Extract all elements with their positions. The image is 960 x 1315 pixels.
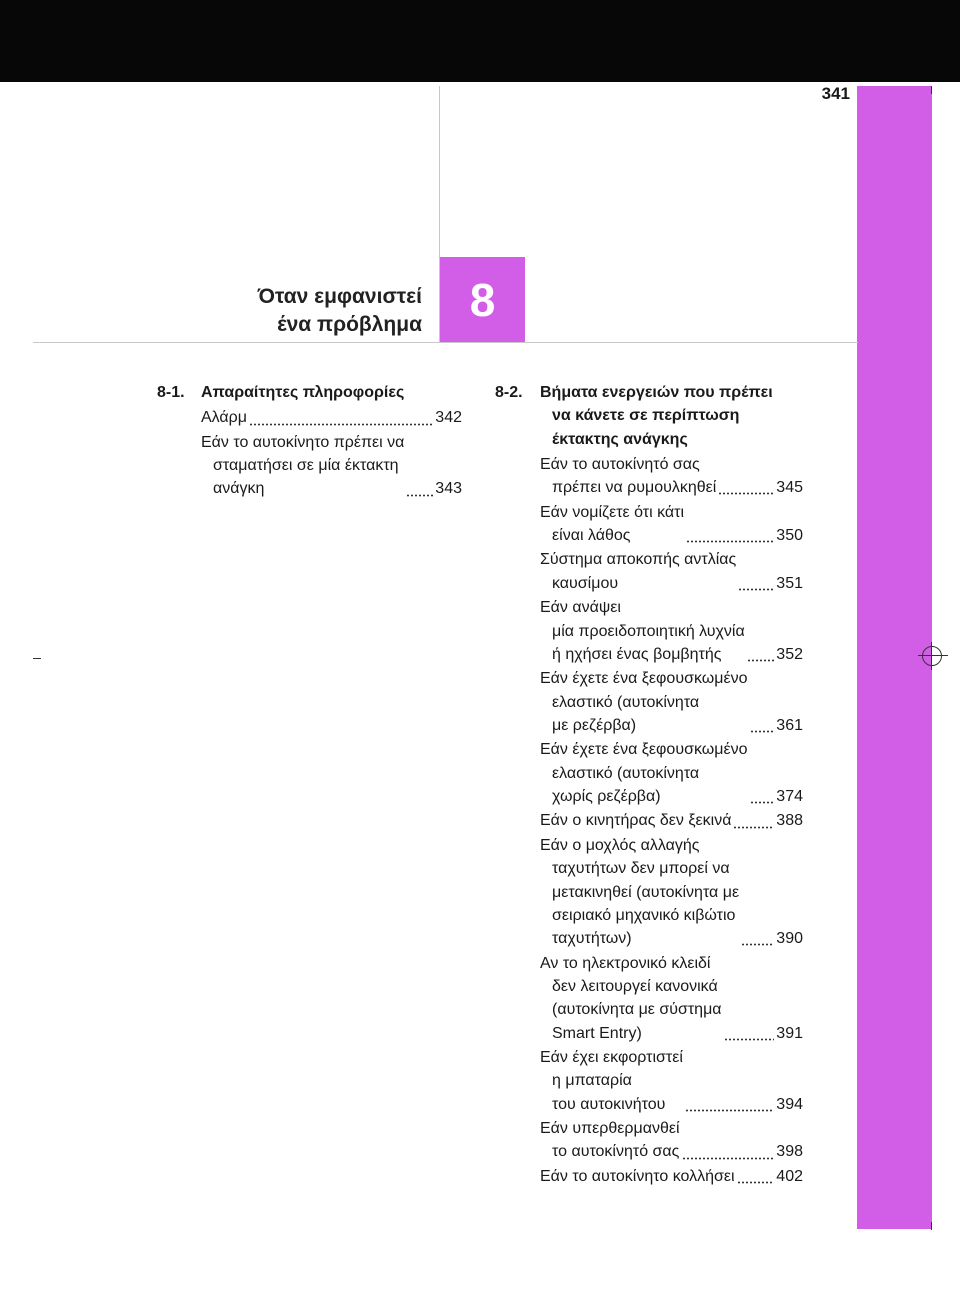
toc-entry[interactable]: Αλάρμ 342 — [201, 406, 462, 429]
registration-mark — [922, 646, 942, 666]
toc-page-number: 361 — [776, 716, 803, 734]
top-black-bar — [0, 0, 960, 82]
crop-mark — [931, 1222, 932, 1230]
toc-entry[interactable]: Εάν έχετε ένα ξεφουσκωμένο ελαστικό (αυτοκίνητα με ρεζέρβα) 361 — [540, 667, 803, 737]
toc-page-number: 343 — [435, 480, 462, 498]
chapter-number-box: 8 — [440, 257, 525, 342]
toc-page-number: 391 — [776, 1024, 803, 1042]
toc-page-number: 351 — [776, 574, 803, 592]
toc-page-number: 342 — [435, 409, 462, 427]
toc-page-number: 352 — [776, 645, 803, 663]
toc-entry[interactable]: Εάν έχει εκφορτιστεί η μπαταρία του αυτοκινήτου 394 — [540, 1046, 803, 1116]
toc-entry-list — [540, 453, 803, 1188]
dot-leader — [682, 1141, 775, 1160]
toc-page-number: 394 — [776, 1095, 803, 1113]
crop-mark — [931, 86, 932, 94]
section-title: Απαραίτητες πληροφορίες — [201, 384, 405, 401]
toc-page-number: 374 — [776, 787, 803, 805]
toc-entry[interactable]: Εάν ο κινητήρας δεν ξεκινά 388 — [540, 809, 803, 832]
toc-page-number: 345 — [776, 479, 803, 497]
toc-entry[interactable]: Εάν έχετε ένα ξεφουσκωμένο ελαστικό (αυτοκίνητα χωρίς ρεζέρβα) 374 — [540, 738, 803, 808]
section-heading — [157, 381, 462, 404]
toc-section-8-1 — [157, 381, 462, 502]
toc-page-number: 390 — [776, 930, 803, 948]
toc-section-8-2 — [495, 381, 803, 1189]
chapter-title-line: ένα πρόβλημα — [277, 313, 422, 336]
dot-leader — [718, 476, 774, 495]
section-heading — [495, 381, 803, 451]
toc-entry[interactable]: Εάν υπερθερμανθεί το αυτοκίνητό σας 398 — [540, 1117, 803, 1164]
dot-leader — [685, 1093, 774, 1112]
section-title: Βήματα ενεργειών που πρέπει να κάνετε σε περίπτωση έκτακτης ανάγκης — [540, 384, 773, 448]
toc-entry[interactable]: Εάν το αυτοκίνητο κολλήσει 402 — [540, 1165, 803, 1188]
dot-leader — [733, 810, 774, 829]
toc-page-number: 388 — [776, 812, 803, 830]
chapter-title-line: Όταν εμφανιστεί — [257, 285, 422, 308]
dot-leader — [249, 407, 433, 426]
dot-leader — [741, 927, 774, 946]
toc-entry[interactable]: Σύστημα αποκοπής αντλίας καυσίμου 351 — [540, 548, 803, 595]
dot-leader — [737, 1165, 775, 1184]
dot-leader — [750, 714, 775, 733]
crop-mark — [33, 658, 41, 659]
toc-page-number: 350 — [776, 526, 803, 544]
toc-entry[interactable]: Εάν το αυτοκίνητο πρέπει να σταματήσει σε μία έκτακτη ανάγκη 343 — [201, 431, 462, 501]
dot-leader — [406, 478, 433, 497]
horizontal-divider — [33, 342, 858, 343]
dot-leader — [750, 785, 775, 804]
toc-entry[interactable]: Εάν ανάψει μία προειδοποιητική λυχνία ή ηχήσει ένας βομβητής 352 — [540, 596, 803, 666]
toc-entry-list — [201, 406, 462, 500]
toc-entry[interactable]: Αν το ηλεκτρονικό κλειδί δεν λειτουργεί κανονικά (αυτοκίνητα με σύστημα Smart Entry) 391 — [540, 952, 803, 1045]
dot-leader — [747, 643, 775, 662]
dot-leader — [686, 524, 774, 543]
toc-entry[interactable]: Εάν νομίζετε ότι κάτι είναι λάθος 350 — [540, 501, 803, 548]
chapter-title — [200, 283, 422, 339]
dot-leader — [724, 1022, 775, 1041]
registration-mark-line — [918, 655, 948, 656]
section-number: 8-2. — [495, 384, 523, 401]
section-number: 8-1. — [157, 384, 185, 401]
page-number: 341 — [821, 84, 850, 103]
registration-mark-line — [931, 642, 932, 670]
chapter-side-tab — [857, 86, 932, 1229]
toc-entry[interactable]: Εάν το αυτοκίνητό σας πρέπει να ρυμουλκηθεί 345 — [540, 453, 803, 500]
toc-entry[interactable]: Εάν ο μοχλός αλλαγής ταχυτήτων δεν μπορεί να μετακινηθεί (αυτοκίνητα με σειριακό μηχανικό κιβώτιο ταχυτήτων) 390 — [540, 834, 803, 950]
toc-page-number: 402 — [776, 1167, 803, 1185]
dot-leader — [738, 572, 774, 591]
toc-page-number: 398 — [776, 1143, 803, 1161]
